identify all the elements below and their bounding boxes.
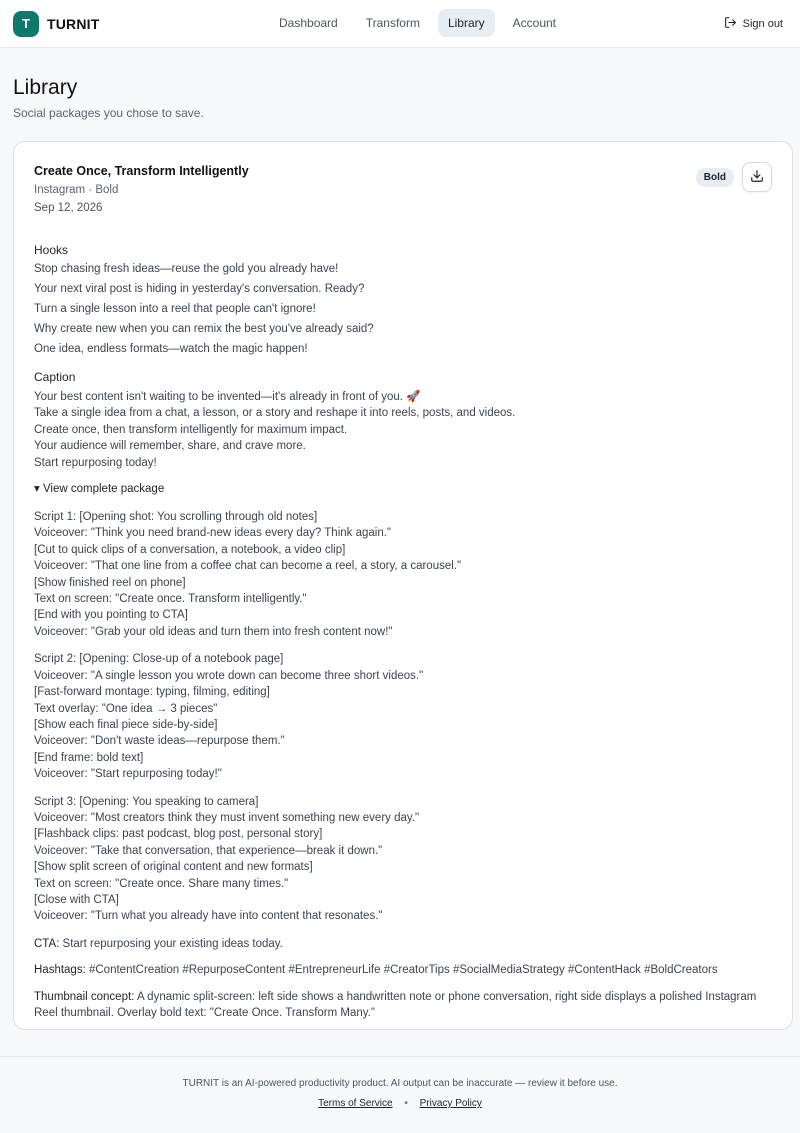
download-button[interactable] xyxy=(742,162,772,192)
script-block: Script 1: [Opening shot: You scrolling through old notes] Voiceover: "Think you need brand-new ideas every day? Think again." [Cut to quick clips of a conversation, a notebook, a video clip] Voiceover: "That one line from a coffee chat can become a reel, a story, a carousel." [Show finished reel on phone] Text on screen: "Create once. Transform intelligently." [End with you pointing to CTA] Voiceover: "Grab your old ideas and turn them into fresh content now!" xyxy=(34,511,462,638)
hashtags-field xyxy=(34,962,772,978)
privacy-link[interactable]: Privacy Policy xyxy=(419,1098,482,1109)
package-card xyxy=(13,141,793,1030)
caption-label: Caption xyxy=(34,370,76,384)
sign-out-label: Sign out xyxy=(742,18,783,30)
nav-library[interactable]: Library xyxy=(438,9,495,37)
hook-item: Your next viral post is hiding in yesterday's conversation. Ready? xyxy=(34,283,365,295)
tone-badge: Bold xyxy=(696,168,734,187)
page-subtitle: Social packages you chose to save. xyxy=(13,106,204,120)
page-title: Library xyxy=(13,76,78,99)
footer-disclaimer: TURNIT is an AI-powered productivity product. AI output can be inaccurate — review it before use. xyxy=(182,1078,618,1089)
hooks-label: Hooks xyxy=(34,243,69,257)
card-actions xyxy=(696,162,772,192)
caption-text: Your best content isn't waiting to be invented—it's already in front of you. 🚀 Take a single idea from a chat, a lesson, or a story and reshape it into reels, posts, and videos. Create once, then transform intelligently for maximum impact. Your audience will remember, share, and crave more. Start repurposing today! xyxy=(34,391,516,469)
sign-out-icon xyxy=(724,16,737,32)
script-block: Script 3: [Opening: You speaking to camera] Voiceover: "Most creators think they must invent something new every day." [Flashback clips: past podcast, blog post, personal story] Voiceover: "Take that conversation, that experience—break it down." [Show split screen of original content and new formats] Text on screen: "Create once. Share many times." [Close with CTA] Voiceover: "Turn what you already have into content that resonates." xyxy=(34,795,420,923)
brand-logo: T xyxy=(13,11,39,37)
package-date: Sep 12, 2026 xyxy=(34,202,103,214)
hook-item: One idea, endless formats—watch the magic happen! xyxy=(34,343,308,355)
hooks-section xyxy=(34,243,772,359)
view-package-toggle[interactable]: ▾ View complete package xyxy=(34,483,165,496)
main-nav xyxy=(269,9,574,37)
thumbnail-label: Thumbnail concept: xyxy=(34,990,135,1003)
nav-transform[interactable]: Transform xyxy=(365,16,420,30)
thumbnail-text: A dynamic split-screen: left side shows a handwritten note or phone conversation, right side displays a polished Instagram Reel thumbnail. Overlay bold text: "Create Once. Transform Many." xyxy=(34,990,757,1019)
package-meta: Instagram · Bold xyxy=(34,184,119,196)
brand[interactable] xyxy=(13,11,100,37)
nav-dashboard[interactable]: Dashboard xyxy=(279,16,338,30)
cta-label: CTA: xyxy=(34,937,60,950)
thumbnail-field xyxy=(34,989,772,1022)
page-header xyxy=(0,48,800,120)
hook-item: Why create new when you can remix the best you've already said? xyxy=(34,323,374,335)
footer-separator: • xyxy=(404,1098,408,1109)
hashtags-text: #ContentCreation #RepurposeContent #EntrepreneurLife #CreatorTips #SocialMediaStrategy #ContentHack #BoldCreators xyxy=(88,964,718,977)
cta-field xyxy=(34,936,772,952)
footer-links xyxy=(0,1098,800,1109)
cta-text: Start repurposing your existing ideas today. xyxy=(62,937,283,950)
package-title: Create Once, Transform Intelligently xyxy=(34,164,249,178)
footer xyxy=(0,1056,800,1133)
scripts-section xyxy=(34,509,772,925)
nav-account[interactable]: Account xyxy=(512,16,556,30)
hashtags-label: Hashtags: xyxy=(34,964,86,977)
sign-out-button[interactable] xyxy=(724,16,783,32)
script-block: Script 2: [Opening: Close-up of a notebook page] Voiceover: "A single lesson you wrote down can become three short videos." [Fast-forward montage: typing, filming, editing] Text overlay: "One idea → 3 pieces" [Show each final piece side-by-side] Voiceover: "Don't waste ideas—repurpose them." [End frame: bold text] Voiceover: "Start repurposing today!" xyxy=(34,653,424,781)
hook-item: Turn a single lesson into a reel that people can't ignore! xyxy=(34,303,316,315)
download-icon xyxy=(750,169,764,186)
terms-link[interactable]: Terms of Service xyxy=(318,1098,393,1109)
caption-section xyxy=(34,370,772,471)
hook-item: Stop chasing fresh ideas—reuse the gold you already have! xyxy=(34,263,339,275)
brand-name: TURNIT xyxy=(47,15,100,32)
top-bar xyxy=(0,0,800,48)
